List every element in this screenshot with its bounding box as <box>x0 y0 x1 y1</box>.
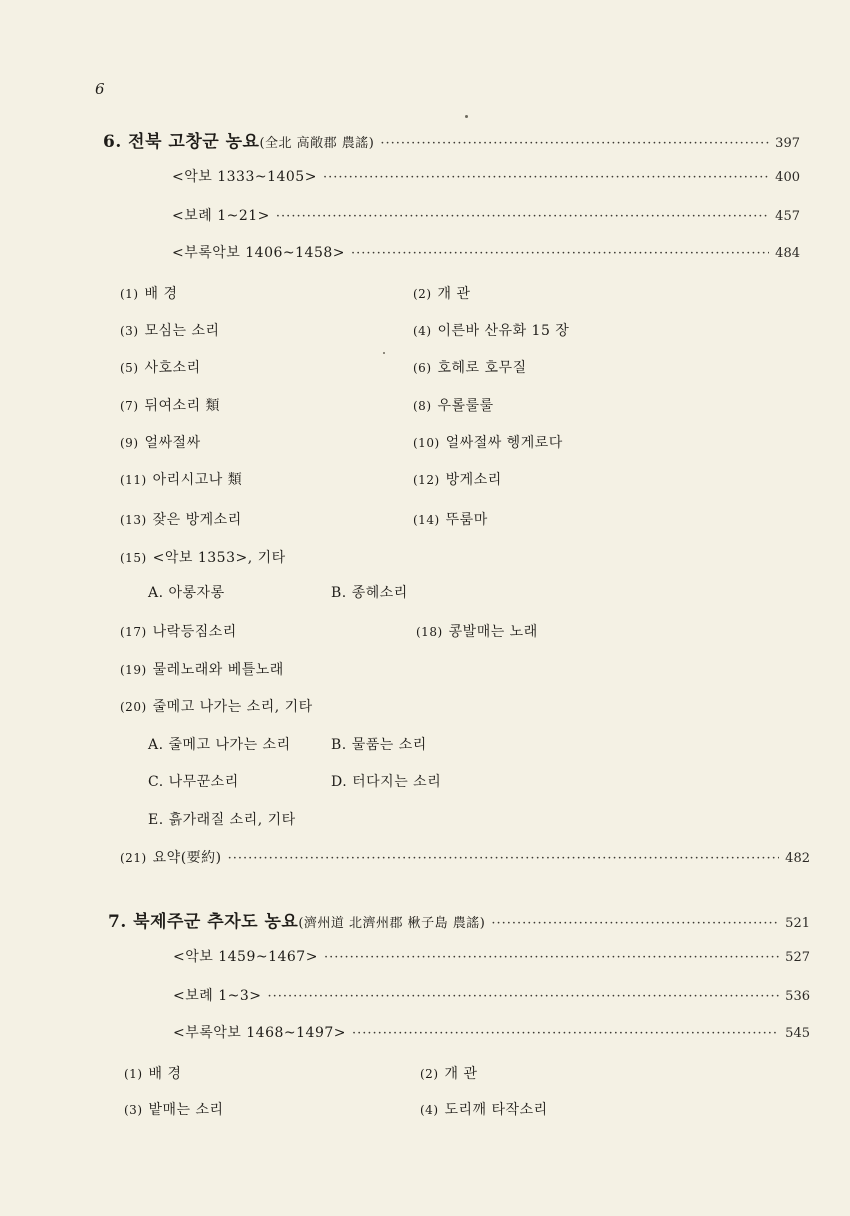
section-6-heading <box>103 127 374 152</box>
item-number: (7) <box>120 399 139 413</box>
item-text: 방게소리 <box>445 472 502 488</box>
toc-item <box>120 659 284 679</box>
leader-dots <box>323 170 769 185</box>
section-7-heading-line <box>108 907 810 932</box>
entry-label: <악보 1333~1405> <box>172 169 317 185</box>
section-7-title-hanja: (濟州道 北濟州郡 楸子島 農謠) <box>298 916 486 931</box>
item-number: (2) <box>420 1067 439 1081</box>
toc-subitem: C. 나무꾼소리 <box>148 774 239 790</box>
item-text: 잦은 방게소리 <box>152 512 242 528</box>
item-text: 도리깨 타작소리 <box>444 1102 548 1118</box>
toc-item <box>120 696 313 716</box>
section-6-title-hanja: (全北 高敞郡 農謠) <box>259 136 375 151</box>
toc-entry <box>173 985 810 1005</box>
leader-dots <box>324 950 779 965</box>
entry-page: 400 <box>775 170 800 185</box>
toc-item <box>120 432 201 452</box>
item-text: 물레노래와 베틀노래 <box>152 662 284 678</box>
toc-item <box>120 395 220 415</box>
item-number: (11) <box>120 473 147 487</box>
item-text: 나락등짐소리 <box>152 624 237 640</box>
toc-entry <box>172 242 800 262</box>
toc-item <box>120 621 237 641</box>
item-number: (17) <box>120 625 147 639</box>
item-text: 얼싸절싸 <box>144 435 201 451</box>
toc-subitem: E. 흙가래질 소리, 기타 <box>148 812 296 828</box>
item-number: (3) <box>120 324 139 338</box>
item-text: 모심는 소리 <box>144 323 220 339</box>
leader-dots <box>380 136 769 151</box>
section-6-title: 6. 전북 고창군 농요 <box>103 132 260 152</box>
item-text: 사호소리 <box>144 360 201 376</box>
toc-entry <box>172 205 800 225</box>
section-6-heading-line <box>103 127 800 152</box>
item-number: (12) <box>413 473 440 487</box>
item-text: 배 경 <box>144 286 178 302</box>
toc-subitem: B. 종헤소리 <box>331 585 408 601</box>
toc-item <box>124 1099 224 1119</box>
leader-dots <box>352 1026 779 1041</box>
section-7-title: 7. 북제주군 추자도 농요 <box>108 912 299 932</box>
leader-dots <box>268 989 780 1004</box>
item-number: (5) <box>120 361 139 375</box>
toc-item <box>416 621 538 641</box>
toc-item <box>413 469 502 489</box>
item-number: (18) <box>416 625 443 639</box>
entry-label: <보례 1~21> <box>172 208 270 224</box>
toc-item <box>120 547 286 567</box>
item-number: (21) <box>120 851 147 865</box>
toc-item <box>413 395 494 415</box>
toc-subitem: D. 터다지는 소리 <box>331 774 442 790</box>
toc-item <box>120 469 242 489</box>
item-text: 밭매는 소리 <box>148 1102 224 1118</box>
toc-item <box>120 847 222 867</box>
entry-page: 484 <box>775 246 800 261</box>
toc-item <box>420 1063 478 1083</box>
entry-label: <악보 1459~1467> <box>173 949 318 965</box>
entry-page: 457 <box>775 209 800 224</box>
item-text: <악보 1353>, 기타 <box>152 550 286 566</box>
toc-item <box>413 320 569 340</box>
item-text: 뚜룸마 <box>445 512 488 528</box>
item-text: 줄메고 나가는 소리, 기타 <box>152 699 313 715</box>
leader-dots <box>228 851 780 866</box>
item-text: 우롤룰룰 <box>437 398 494 414</box>
entry-page: 482 <box>785 851 810 866</box>
leader-dots <box>351 246 769 261</box>
item-number: (4) <box>420 1103 439 1117</box>
item-text: 뒤여소리 類 <box>144 398 221 414</box>
section-7-heading <box>108 907 485 932</box>
summary-entry <box>120 847 810 867</box>
toc-item <box>124 1063 182 1083</box>
item-number: (14) <box>413 513 440 527</box>
item-number: (2) <box>413 287 432 301</box>
toc-item <box>120 320 220 340</box>
toc-subitem: A. 아롱자롱 <box>148 585 225 601</box>
item-text: 콩발매는 노래 <box>448 624 538 640</box>
item-number: (19) <box>120 663 147 677</box>
toc-item <box>413 509 488 529</box>
item-number: (15) <box>120 551 147 565</box>
item-text: 호헤로 호무질 <box>437 360 527 376</box>
item-text: 배 경 <box>148 1066 182 1082</box>
toc-item <box>120 283 178 303</box>
item-text: 개 관 <box>437 286 471 302</box>
section-6-page: 397 <box>775 136 800 151</box>
item-number: (10) <box>413 436 440 450</box>
entry-label: <부록악보 1406~1458> <box>172 245 345 261</box>
item-text: 아리시고나 類 <box>152 472 243 488</box>
toc-subitem: A. 줄메고 나가는 소리 <box>148 737 291 753</box>
item-text: 이른바 산유화 15 장 <box>437 323 570 339</box>
toc-item <box>120 509 242 529</box>
item-text: 요약(要約) <box>152 850 222 866</box>
entry-page: 527 <box>785 950 810 965</box>
section-7-page: 521 <box>785 916 810 931</box>
toc-item <box>120 357 201 377</box>
item-number: (4) <box>413 324 432 338</box>
entry-page: 545 <box>785 1026 810 1041</box>
page-number: 6 <box>95 80 105 98</box>
toc-item <box>413 432 563 452</box>
toc-entry <box>173 1022 810 1042</box>
item-number: (1) <box>120 287 139 301</box>
item-number: (8) <box>413 399 432 413</box>
toc-item <box>420 1099 548 1119</box>
item-number: (3) <box>124 1103 143 1117</box>
item-number: (6) <box>413 361 432 375</box>
leader-dots <box>276 209 769 224</box>
item-text: 개 관 <box>444 1066 478 1082</box>
entry-label: <부록악보 1468~1497> <box>173 1025 346 1041</box>
entry-label: <보례 1~3> <box>173 988 262 1004</box>
toc-entry <box>172 166 800 186</box>
entry-page: 536 <box>785 989 810 1004</box>
item-text: 얼싸절싸 헹게로다 <box>445 435 563 451</box>
leader-dots <box>491 916 779 931</box>
toc-subitem: B. 물품는 소리 <box>331 737 427 753</box>
item-number: (9) <box>120 436 139 450</box>
toc-item <box>413 283 471 303</box>
item-number: (1) <box>124 1067 143 1081</box>
stray-mark <box>383 352 385 354</box>
stray-mark <box>465 115 468 118</box>
item-number: (20) <box>120 700 147 714</box>
toc-entry <box>173 946 810 966</box>
item-number: (13) <box>120 513 147 527</box>
toc-item <box>413 357 527 377</box>
